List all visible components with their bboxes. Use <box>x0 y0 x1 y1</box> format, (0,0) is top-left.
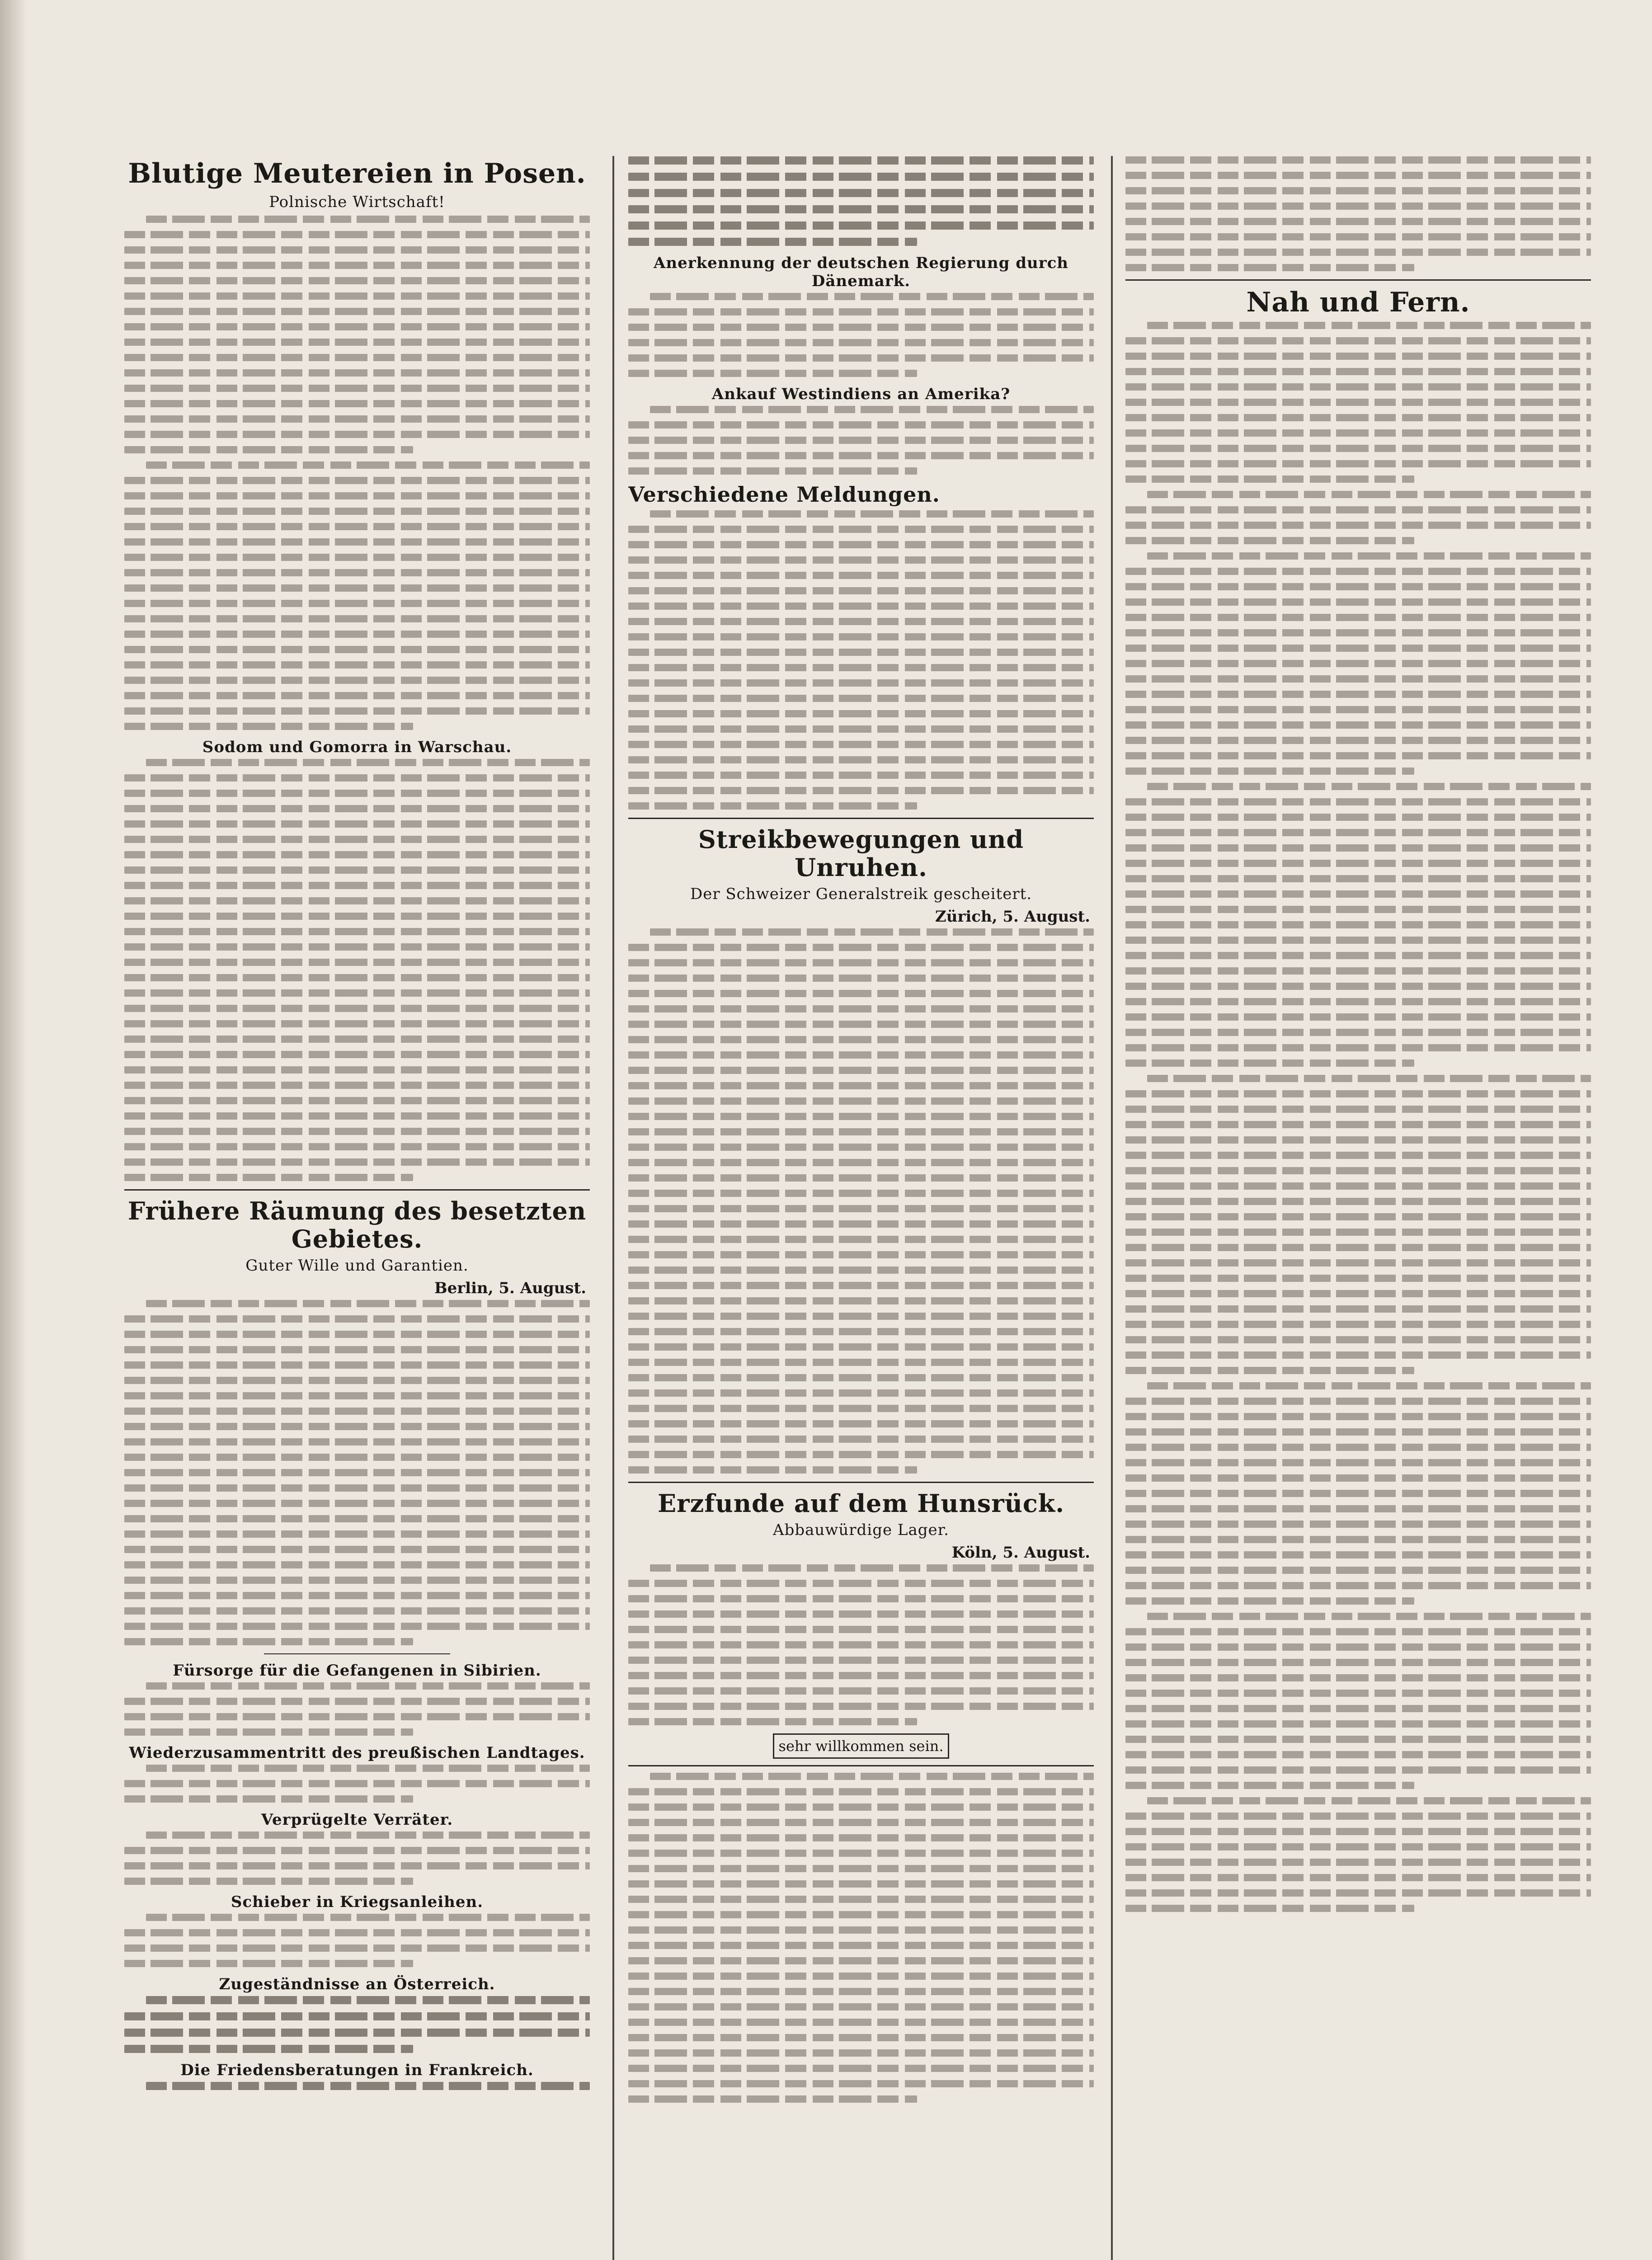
article-subhead: Abbauwürdige Lager. <box>773 1521 949 1540</box>
section-heading: Wiederzusammentritt des preußischen Landtages. <box>129 1744 585 1762</box>
section-heading: Zugeständnisse an Österreich. <box>219 1975 495 1994</box>
article-headline: Streikbewegungen und Unruhen. <box>698 824 1024 882</box>
article-body <box>628 406 1094 475</box>
article-body <box>628 1564 1094 1725</box>
article-body <box>124 2082 590 2090</box>
article-body <box>628 510 1094 810</box>
article-body <box>628 156 1094 246</box>
section-heading: Die Friedensberatungen in Frankreich. <box>180 2061 534 2080</box>
article-dateline: Zürich, 5. August. <box>935 908 1090 926</box>
article-headline: Frühere Räumung des besetzten Gebietes. <box>127 1196 587 1254</box>
column-rule <box>1111 156 1113 2260</box>
article-body <box>124 216 590 730</box>
article-body <box>124 1996 590 2053</box>
article-headline: Erzfunde auf dem Hunsrück. <box>657 1489 1065 1518</box>
article-body <box>1125 156 1591 271</box>
article-subhead: Der Schweizer Generalstreik gescheitert. <box>690 885 1032 904</box>
article-body <box>124 1300 590 1645</box>
article-separator <box>628 1765 1094 1766</box>
article-headline: Nah und Fern. <box>1246 287 1470 318</box>
column-right <box>1125 154 1591 2260</box>
article-separator <box>264 1653 450 1654</box>
section-heading: Anerkennung der deutschen Regierung durch Dänemark. <box>653 254 1069 290</box>
article-body <box>124 1914 590 1967</box>
article-body <box>124 1832 590 1885</box>
article-subhead: Polnische Wirtschaft! <box>269 193 445 211</box>
column-left <box>124 154 590 2260</box>
article-separator <box>124 1189 590 1191</box>
article-separator <box>628 1482 1094 1483</box>
article-body <box>628 928 1094 1474</box>
article-separator <box>628 818 1094 819</box>
article-body <box>628 293 1094 377</box>
article-body <box>628 1773 1094 2103</box>
column-rule <box>612 156 614 2260</box>
section-heading: Verschiedene Meldungen. <box>628 482 940 507</box>
section-heading: Fürsorge für die Gefangenen in Sibirien. <box>173 1662 541 1680</box>
article-body <box>124 759 590 1181</box>
binding-gutter <box>0 0 27 2260</box>
section-heading: Sodom und Gomorra in Warschau. <box>202 738 512 756</box>
boxed-phrase: sehr willkommen sein. <box>773 1733 950 1759</box>
article-body <box>1125 322 1591 1912</box>
article-body <box>124 1765 590 1803</box>
article-subhead: Guter Wille und Garantien. <box>245 1257 469 1275</box>
section-heading: Ankauf Westindiens an Amerika? <box>711 385 1011 403</box>
article-headline: Blutige Meutereien in Posen. <box>128 158 586 189</box>
section-heading: Schieber in Kriegsanleihen. <box>231 1893 484 1912</box>
section-heading: Verprügelte Verräter. <box>261 1811 453 1829</box>
article-separator <box>1125 279 1591 281</box>
column-middle <box>628 154 1094 2260</box>
article-body <box>124 1682 590 1736</box>
article-dateline: Köln, 5. August. <box>951 1544 1090 1562</box>
article-dateline: Berlin, 5. August. <box>434 1279 586 1298</box>
